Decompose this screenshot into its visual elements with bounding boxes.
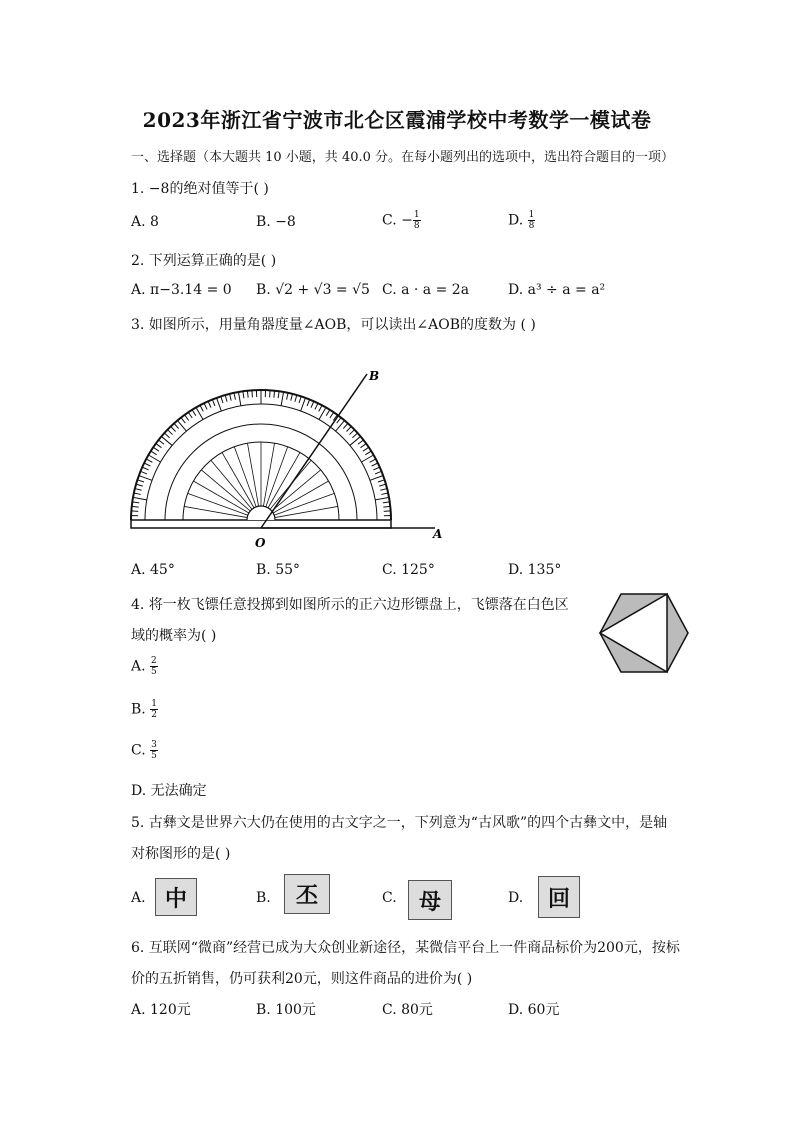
protractor-tick <box>378 480 385 482</box>
q1-option-d: D. $\frac{1}{8}$ <box>508 210 535 231</box>
protractor-tick <box>142 467 148 470</box>
question-3-stem: 3. 如图所示，用量角器度量∠AOB，可以读出∠AOB的度数为 ( ) <box>131 317 536 333</box>
q1-option-a: A. 8 <box>131 214 159 230</box>
q5-option-d-label: D. <box>508 890 524 906</box>
protractor-tick <box>171 426 176 431</box>
hexagon-dartboard-figure <box>598 592 690 674</box>
q3-option-c: C. 125° <box>382 562 435 578</box>
protractor-tick <box>247 391 248 398</box>
protractor-tick <box>134 493 141 494</box>
yi-glyph-b: 丕 <box>284 874 330 914</box>
protractor-tick <box>372 463 378 466</box>
protractor-tick <box>137 480 144 482</box>
protractor-ray <box>201 470 250 511</box>
protractor-tick <box>379 484 386 486</box>
protractor-tick <box>177 420 186 431</box>
protractor-tick <box>188 412 192 418</box>
protractor-tick <box>140 471 146 474</box>
q4-option-a: A. $\frac{2}{5}$ <box>131 656 157 677</box>
q4-option-b: B. $\frac{1}{2}$ <box>131 699 157 720</box>
protractor-tick <box>380 489 387 491</box>
protractor-tick <box>370 476 383 481</box>
protractor-tick <box>287 393 288 400</box>
question-6-stem-line-1: 6. 互联网“微商”经营已成为大众创业新途径，某微信平台上一件商品标价为200元，按标 <box>131 940 680 956</box>
q6-option-b: B. 100元 <box>256 1002 316 1018</box>
protractor-ray <box>234 447 256 507</box>
protractor-tick <box>159 440 165 444</box>
protractor-ray <box>188 493 248 515</box>
protractor-ray <box>222 452 254 507</box>
protractor-tick <box>373 467 379 470</box>
protractor-tick <box>204 403 207 409</box>
question-2-stem: 2. 下列运算正确的是( ) <box>131 253 277 269</box>
protractor-tick <box>326 410 330 416</box>
q5-option-c-label: C. <box>382 890 397 906</box>
protractor-tick <box>132 506 139 507</box>
q4-option-c: C. $\frac{3}{5}$ <box>131 740 157 761</box>
protractor-tick <box>315 403 318 409</box>
q2-option-a: A. π−3.14 = 0 <box>131 282 232 298</box>
protractor-tick <box>167 430 172 435</box>
protractor-tick <box>133 497 147 499</box>
question-4-stem-line-1: 4. 将一枚飞镖任意投掷到如图所示的正六边形镖盘上，飞镖落在白色区 <box>131 597 569 613</box>
protractor-ray <box>263 443 274 506</box>
protractor-tick <box>295 395 297 402</box>
protractor-tick <box>136 484 143 486</box>
protractor-tick <box>337 418 341 424</box>
q3-option-d: D. 135° <box>508 562 562 578</box>
protractor-tick <box>301 398 306 411</box>
protractor-figure <box>125 362 455 552</box>
protractor-tick <box>375 497 389 499</box>
section-heading: 一、选择题（本大题共 10 小题，共 40.0 分。在每小题列出的选项中，选出符合题目的一项） <box>131 150 675 165</box>
protractor-tick <box>361 444 367 448</box>
question-5-stem-line-2: 对称图形的是( ) <box>131 846 231 862</box>
question-6-stem-line-2: 价的五折销售，仍可获利20元，则这件商品的进价为( ) <box>131 971 473 987</box>
protractor-tick <box>164 433 169 438</box>
protractor-tick <box>144 463 150 466</box>
protractor-ray <box>268 452 300 507</box>
protractor-tick <box>363 447 369 451</box>
protractor-tick <box>221 396 223 403</box>
protractor-ray <box>184 506 247 517</box>
protractor-tick <box>208 401 211 407</box>
label-o: O <box>255 536 266 550</box>
protractor-tick <box>350 436 361 445</box>
protractor-tick <box>161 436 172 445</box>
yi-glyph-a: 中 <box>155 878 197 916</box>
protractor-tick <box>383 506 390 507</box>
protractor-tick <box>174 423 179 428</box>
protractor-tick <box>346 426 351 431</box>
protractor-tick <box>230 394 232 401</box>
protractor-tick <box>135 489 142 491</box>
protractor-tick <box>299 396 301 403</box>
protractor-tick <box>370 459 376 462</box>
protractor-tick <box>274 391 275 398</box>
protractor-tick <box>311 401 314 407</box>
q6-option-d: D. 60元 <box>508 1002 560 1018</box>
protractor-tick <box>278 391 279 398</box>
question-1-stem: 1. −8的绝对值等于( ) <box>131 181 269 197</box>
label-a: A <box>433 527 443 541</box>
q6-option-c: C. 80元 <box>382 1002 433 1018</box>
protractor-ray <box>193 481 248 513</box>
protractor-tick <box>336 420 345 431</box>
q2-option-c: C. a · a = 2a <box>382 282 470 298</box>
question-5-stem-line-1: 5. 古彝文是世界六大仍在使用的古文字之一，下列意为“古风歌”的四个古彝文中，是轴 <box>131 815 668 831</box>
protractor-tick <box>185 415 189 421</box>
protractor-tick <box>225 395 227 402</box>
protractor-ray <box>266 447 288 507</box>
protractor-tick <box>153 447 159 451</box>
protractor-tick <box>291 394 293 401</box>
protractor-tick <box>349 430 354 435</box>
protractor-tick <box>139 476 152 481</box>
protractor-tick <box>192 410 196 416</box>
q4-option-d: D. 无法确定 <box>131 783 207 799</box>
protractor-ray <box>275 506 338 517</box>
protractor-tick <box>151 451 157 455</box>
q1-option-c: C. − $\frac{1}{8}$ <box>382 210 420 231</box>
q2-option-b: B. √2 + √3 = √5 <box>256 282 370 298</box>
q5-option-a-label: A. <box>131 890 146 906</box>
q5-option-b-label: B. <box>256 890 271 906</box>
label-b: B <box>369 369 380 383</box>
protractor-tick <box>238 392 240 406</box>
protractor-tick <box>375 471 381 474</box>
protractor-tick <box>307 399 310 405</box>
q3-option-a: A. 45° <box>131 562 175 578</box>
page-title: 2023年浙江省宁波市北仑区霞浦学校中考数学一模试卷 <box>142 108 652 132</box>
q2-option-d: D. a³ ÷ a = a² <box>508 282 606 298</box>
protractor-tick <box>200 405 203 411</box>
question-4-stem-line-2: 域的概率为( ) <box>131 628 217 644</box>
yi-glyph-d: 回 <box>538 876 580 918</box>
protractor-tick <box>132 502 139 503</box>
protractor-tick <box>181 418 185 424</box>
protractor-tick <box>212 399 215 405</box>
protractor-tick <box>381 493 388 494</box>
q3-option-b: B. 55° <box>256 562 301 578</box>
protractor-ray <box>247 443 258 506</box>
q6-option-a: A. 120元 <box>131 1002 191 1018</box>
protractor-tick <box>156 444 162 448</box>
protractor-tick <box>234 393 235 400</box>
protractor-tick <box>243 391 244 398</box>
protractor-tick <box>358 440 364 444</box>
protractor-tick <box>319 405 322 411</box>
protractor-tick <box>343 423 348 428</box>
protractor-tick <box>217 398 222 411</box>
protractor-tick <box>352 433 357 438</box>
protractor-tick <box>383 502 390 503</box>
protractor-tick <box>330 412 334 418</box>
yi-glyph-c: 母 <box>408 880 452 920</box>
protractor-tick <box>365 451 371 455</box>
protractor-tick <box>146 459 152 462</box>
protractor-tick <box>281 392 283 406</box>
protractor-ray <box>211 460 252 509</box>
q1-option-b: B. −8 <box>256 214 296 230</box>
